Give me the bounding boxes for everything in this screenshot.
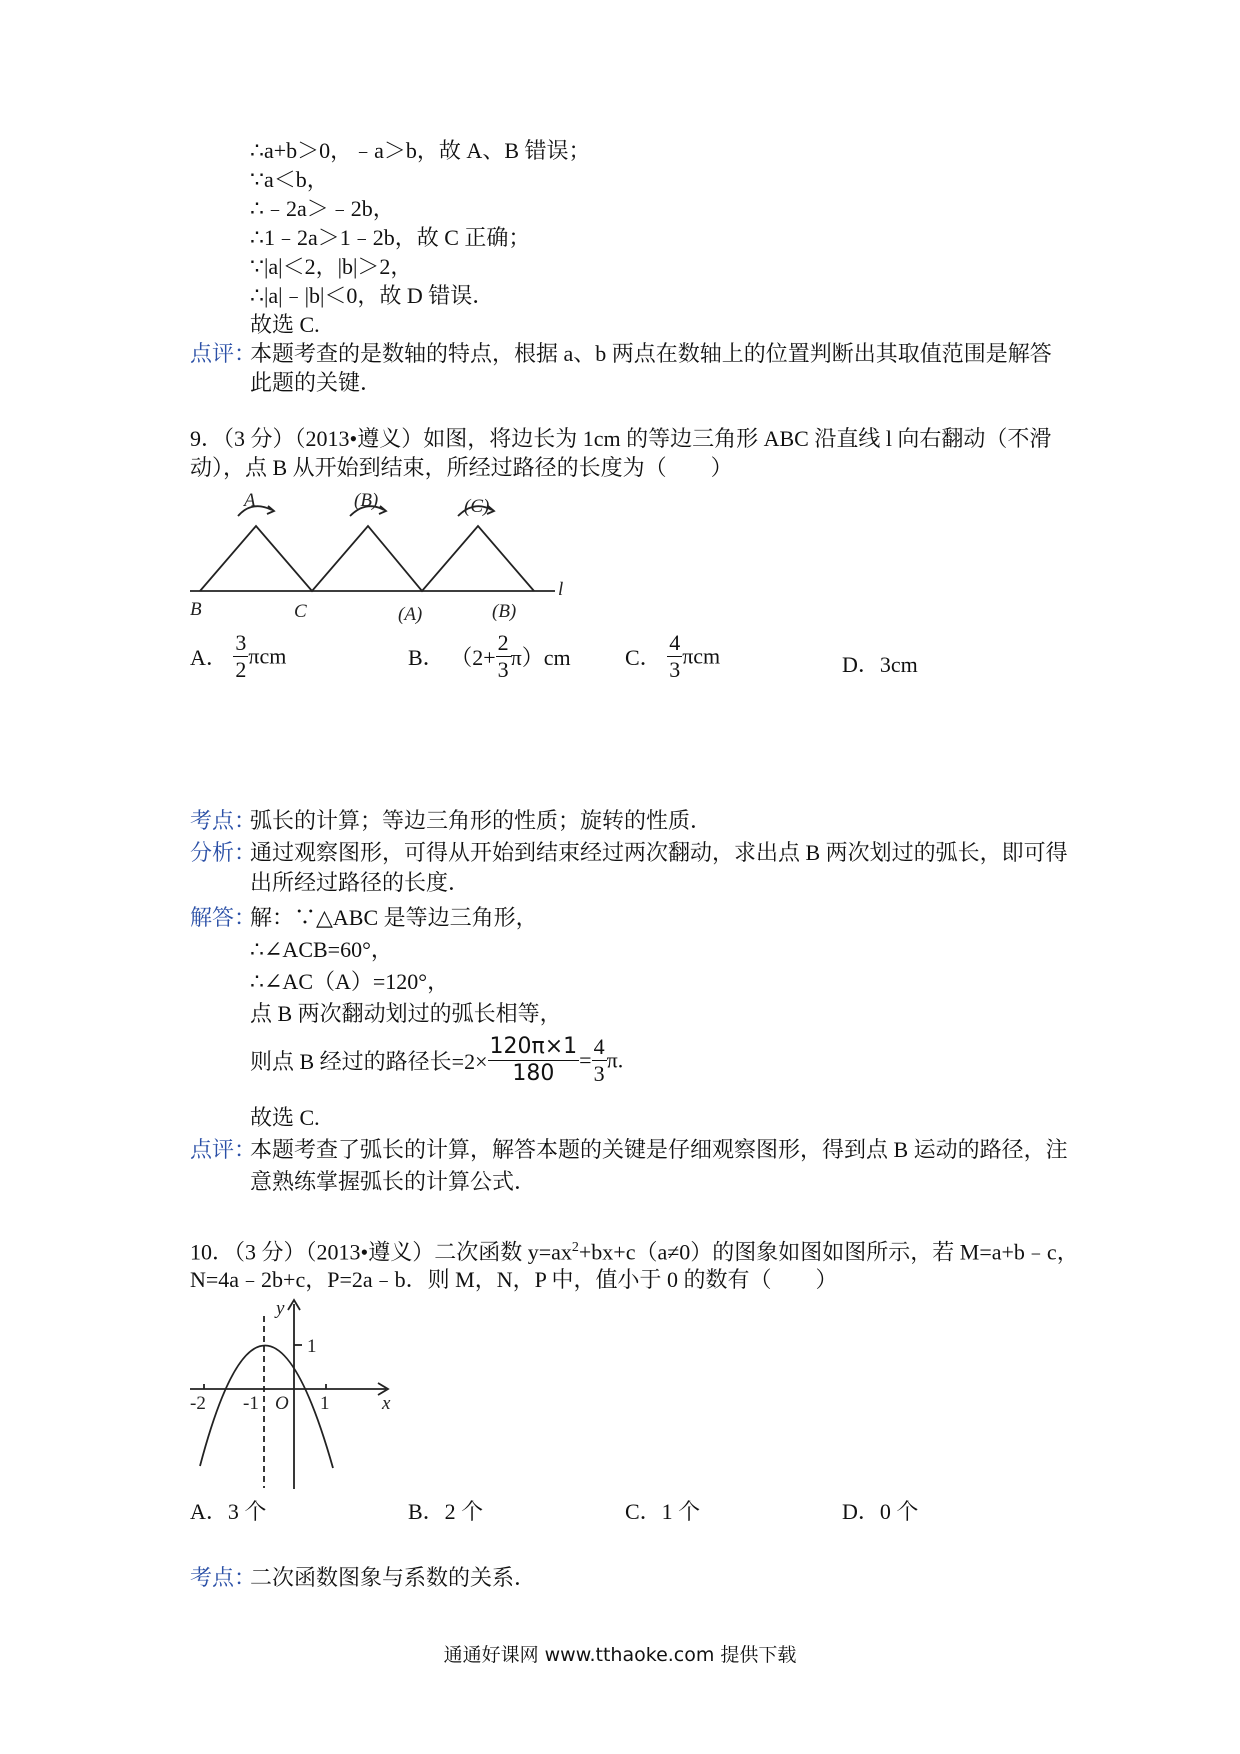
- analysis-label: 分析：: [190, 840, 257, 865]
- review-text: 意熟练掌握弧长的计算公式．: [250, 1169, 537, 1194]
- option-b: B．2 个: [408, 1499, 484, 1524]
- vertex-label: (B): [492, 601, 517, 622]
- solution-line: ∴∠AC（A）=120°，: [250, 969, 450, 994]
- solution-line: ∵|a|＜2，|b|＞2，: [250, 254, 413, 279]
- axis-label: y: [276, 1298, 285, 1319]
- tick-label: 1: [320, 1393, 330, 1414]
- solution-line: 点 B 两次翻动划过的弧长相等，: [250, 1001, 562, 1026]
- vertex-label: A: [244, 490, 256, 511]
- solution-line: ∴a+b＞0，﹣a＞b，故 A、B 错误；: [250, 138, 591, 163]
- option-d: D．0 个: [842, 1499, 919, 1524]
- solution-answer: 故选 C.: [250, 312, 320, 337]
- tick-label: 1: [307, 1336, 317, 1357]
- vertex-label: C: [294, 601, 307, 622]
- parabola-graph: [190, 1296, 400, 1491]
- option-c: C． $\frac{4}{3}$ πcm: [625, 630, 721, 682]
- vertex-label: (C): [464, 496, 490, 517]
- vertex-label: (B): [354, 490, 379, 511]
- solution-line: ∴∠ACB=60°，: [250, 937, 393, 962]
- question-9-stem: 动），点 B 从开始到结束，所经过路径的长度为（ ）: [190, 455, 733, 480]
- option-a: A． $\frac{3}{2}$ πcm: [190, 630, 287, 682]
- solution-line: ∴1﹣2a＞1﹣2b，故 C 正确；: [250, 225, 531, 250]
- solution-line: ∵a＜b，: [250, 167, 329, 192]
- point-text: 二次函数图象与系数的关系．: [250, 1565, 537, 1590]
- analysis-text: 出所经过路径的长度．: [250, 870, 471, 895]
- solution-label: 解答：: [190, 905, 257, 930]
- review-text: 此题的关键．: [250, 370, 383, 395]
- tick-label: -2: [190, 1393, 206, 1414]
- review-text: 本题考查的是数轴的特点，根据 a、b 两点在数轴上的位置判断出其取值范围是解答: [250, 341, 1052, 366]
- footer: 通通好课网 www.tthaoke.com 提供下载: [443, 1644, 797, 1666]
- triangle-rolling-figure: [190, 490, 570, 630]
- solution-answer: 故选 C.: [250, 1105, 320, 1130]
- vertex-label: B: [190, 599, 202, 620]
- solution-line: ∴﹣2a＞﹣2b，: [250, 196, 395, 221]
- origin-label: O: [275, 1393, 289, 1414]
- axis-label: x: [382, 1393, 391, 1414]
- point-label: 考点：: [190, 1565, 257, 1590]
- review-text: 本题考查了弧长的计算，解答本题的关键是仔细观察图形，得到点 B 运动的路径，注: [250, 1137, 1068, 1162]
- solution-line: 解：∵△ABC 是等边三角形，: [250, 905, 538, 930]
- line-label: l: [558, 579, 564, 600]
- option-c: C．1 个: [625, 1499, 701, 1524]
- option-a: A．3 个: [190, 1499, 267, 1524]
- question-9-stem: 9．（3 分）（2013•遵义）如图，将边长为 1cm 的等边三角形 ABC 沿直线 l 向右翻动（不滑: [190, 426, 1052, 451]
- option-d: D．3cm: [842, 652, 918, 677]
- point-text: 弧长的计算；等边三角形的性质；旋转的性质．: [250, 808, 713, 833]
- review-label: 点评：: [190, 1137, 257, 1162]
- option-b: B． （2+ $\frac{2}{3}$ π）cm: [408, 630, 571, 682]
- vertex-label: (A): [398, 604, 423, 625]
- analysis-text: 通过观察图形，可得从开始到结束经过两次翻动，求出点 B 两次划过的弧长，即可得: [250, 840, 1068, 865]
- question-10-stem: 10．（3 分）（2013•遵义）二次函数 $y=ax^2+bx+c(a\ne 0)$的图象如图如图所示，若 M=a+b﹣c，: [190, 1239, 1079, 1265]
- solution-formula: 则点 B 经过的路径长=2× $\frac{120\pi\times 1}{180}$ = $\frac{4}{3}$ π.: [250, 1034, 624, 1086]
- review-label: 点评：: [190, 341, 257, 366]
- question-10-stem: N=4a﹣2b+c，P=2a﹣b．则 M，N，P 中，值小于 0 的数有（ ）: [190, 1267, 838, 1292]
- solution-line: ∴|a|﹣|b|＜0，故 D 错误．: [250, 283, 495, 308]
- point-label: 考点：: [190, 808, 257, 833]
- tick-label: -1: [243, 1393, 259, 1414]
